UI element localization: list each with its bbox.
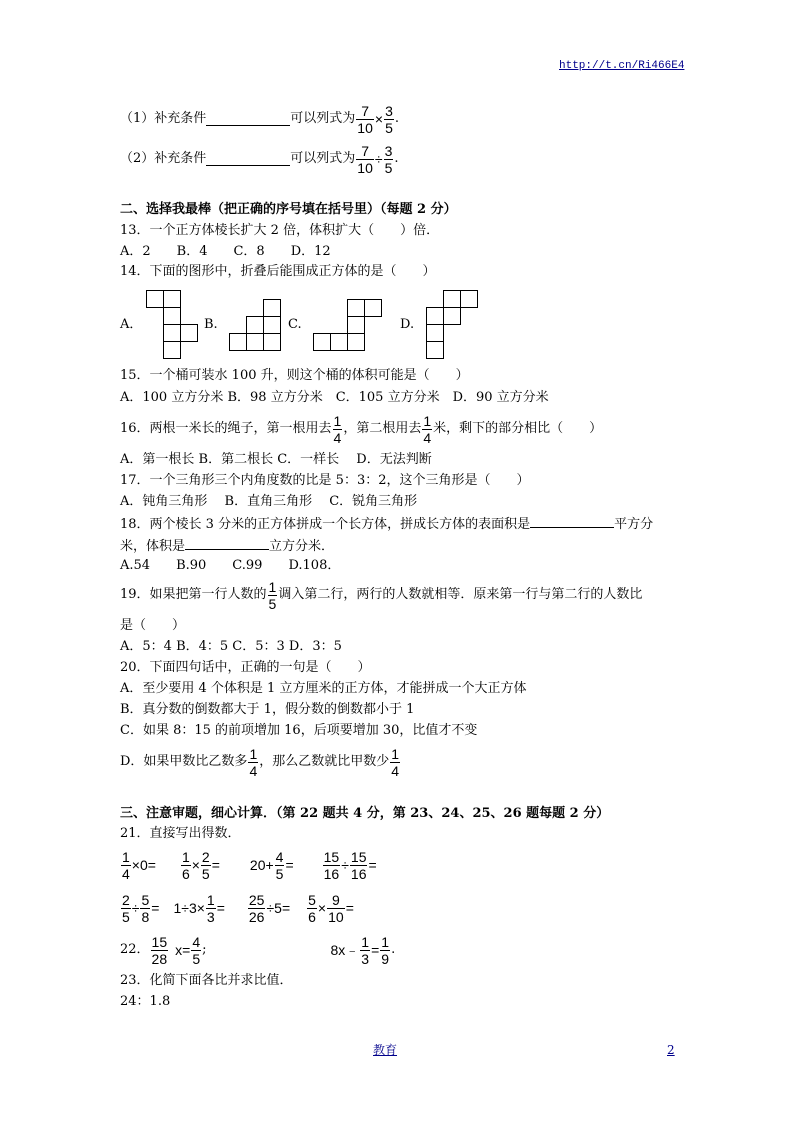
q22-fraction-4: $\frac{1}{9}$ <box>381 933 390 967</box>
q14-label-b: B. <box>204 317 218 332</box>
q14-text: 14．下面的图形中，折叠后能围成正方体的是（ ） <box>120 264 436 279</box>
q20-fraction-2: $\frac{1}{4}$ <box>391 745 400 779</box>
q1-fraction-b: $\frac{3}{5}$ <box>385 102 393 136</box>
header-link[interactable]: http://t.cn/Ri466E4 <box>559 60 685 72</box>
q20-option-d: D．如果甲数比乙数多 $\frac{1}{4}$ ，那么乙数就比甲数少 $\frac{1}{4}$ <box>120 745 400 779</box>
q20-text: 20．下面四句话中，正确的一句是（ ） <box>120 660 371 675</box>
q20-option-c: C．如果 8：15 的前项增加 16，后项要增加 30，比值才不变 <box>120 723 478 738</box>
q2-operator: ÷ <box>374 151 383 167</box>
q1-mid: 可以列式为 <box>290 111 356 126</box>
q14-label-c: C. <box>288 317 302 332</box>
q1-operator: × <box>374 111 384 127</box>
q2-mid: 可以列式为 <box>290 151 356 166</box>
q2-blank[interactable] <box>206 153 290 166</box>
q18-blank-area[interactable] <box>530 515 614 528</box>
q16-fraction-1: $\frac{1}{4}$ <box>333 412 342 446</box>
q2-fraction-a: $\frac{7}{10}$ <box>357 142 373 176</box>
q22-fraction-1: $\frac{15}{28}$ <box>151 933 168 967</box>
net-figure-c <box>313 299 385 355</box>
q14-label-a: A． <box>120 317 143 332</box>
q17-text: 17．一个三角形三个内角度数的比是 5：3：2，这个三角形是（ ） <box>120 473 530 488</box>
q2-prefix: （2）补充条件 <box>120 151 207 166</box>
q16-fraction-2: $\frac{1}{4}$ <box>423 412 432 446</box>
q21-row-2: $\frac{2}{5}$ ÷ $\frac{5}{8}$ = 1÷3× $\frac{1}{3}$ = $\frac{25}{26}$ ÷5= $\frac{5}{6}$ × $\frac{9}{10}$ = <box>122 891 354 925</box>
q19-options: A．5：4 B．4：5 C．5：3 D．3：5 <box>120 639 342 654</box>
q1-blank[interactable] <box>206 113 290 126</box>
q17-options: A．钝角三角形 B．直角三角形 C．锐角三角形 <box>120 494 418 509</box>
section2-title: 二、选择我最棒（把正确的序号填在括号里）（每题 2 分） <box>120 202 457 217</box>
q20-option-b: B．真分数的倒数都大于 1，假分数的倒数都小于 1 <box>120 702 415 717</box>
q1-prefix: （1）补充条件 <box>120 111 207 126</box>
fill-question-1: （1）补充条件 可以列式为 $\frac{7}{10}$ × $\frac{3}{5}$ . <box>120 102 399 136</box>
q20-option-a: A．至少要用 4 个体积是 1 立方厘米的正方体，才能拼成一个大正方体 <box>120 681 527 696</box>
q19-line2: 是（ ） <box>120 618 186 633</box>
q19-line1: 19．如果把第一行人数的 $\frac{1}{5}$ 调入第二行，两行的人数就相等．原来第一行与第二行的人数比 <box>120 578 643 612</box>
section3-title: 三、注意审题，细心计算．（第 22 题共 4 分，第 23、24、25、26 题每题 2 分） <box>120 806 610 821</box>
q16-options: A．第一根长 B．第二根长 C．一样长 D．无法判断 <box>120 452 432 467</box>
q24-text: 24：1.8 <box>120 994 171 1009</box>
q2-fraction-b: $\frac{3}{5}$ <box>384 142 393 176</box>
net-figure-a <box>146 290 202 362</box>
page-number: 2 <box>667 1043 675 1057</box>
net-figure-b <box>229 299 285 355</box>
net-figure-d <box>426 290 482 362</box>
q14-label-d: D. <box>400 317 415 332</box>
q22-fraction-3: $\frac{1}{3}$ <box>361 933 370 967</box>
fill-question-2: （2）补充条件 可以列式为 $\frac{7}{10}$ ÷ $\frac{3}{5}$ . <box>120 142 399 176</box>
q18-line2: 米，体积是 立方分米． <box>120 539 335 554</box>
q18-options: A.54 B.90 C.99 D.108． <box>120 558 341 573</box>
q21-row-1: $\frac{1}{4}$ ×0= $\frac{1}{6}$ × $\frac{2}{5}$ = 20+ $\frac{4}{5}$ = $\frac{15}{16}$ ÷ $\frac{15}{16}$ = <box>122 848 377 882</box>
q16-text: 16．两根一米长的绳子，第一根用去 $\frac{1}{4}$ ，第二根用去 $\frac{1}{4}$ 米，剩下的部分相比（ ） <box>120 412 603 446</box>
q13-text: 13．一个正方体棱长扩大 2 倍，体积扩大（ ）倍． <box>120 223 440 238</box>
q23-text: 23．化简下面各比并求比值． <box>120 973 293 988</box>
q15-text: 15．一个桶可装水 100 升，则这个桶的体积可能是（ ） <box>120 368 469 383</box>
q19-fraction: $\frac{1}{5}$ <box>268 578 277 612</box>
q1-fraction-a: $\frac{7}{10}$ <box>357 102 373 136</box>
q15-options: A．100 立方分米 B．98 立方分米 C．105 立方分米 D．90 立方分米 <box>120 390 549 405</box>
q18-line1: 18．两个棱长 3 分米的正方体拼成一个长方体，拼成长方体的表面积是 平方分 <box>120 517 654 532</box>
q22-equations: 22． $\frac{15}{28}$ x= $\frac{4}{5}$ ; 8x﹣ $\frac{1}{3}$ = $\frac{1}{9}$ . <box>120 933 396 967</box>
footer-link[interactable]: 教育 <box>373 1043 398 1057</box>
q13-options: A．2 B．4 C．8 D．12 <box>120 244 331 259</box>
q21-text: 21．直接写出得数． <box>120 826 241 841</box>
q18-blank-volume[interactable] <box>185 537 269 550</box>
q22-fraction-2: $\frac{4}{5}$ <box>192 933 201 967</box>
q20-fraction-1: $\frac{1}{4}$ <box>249 745 258 779</box>
